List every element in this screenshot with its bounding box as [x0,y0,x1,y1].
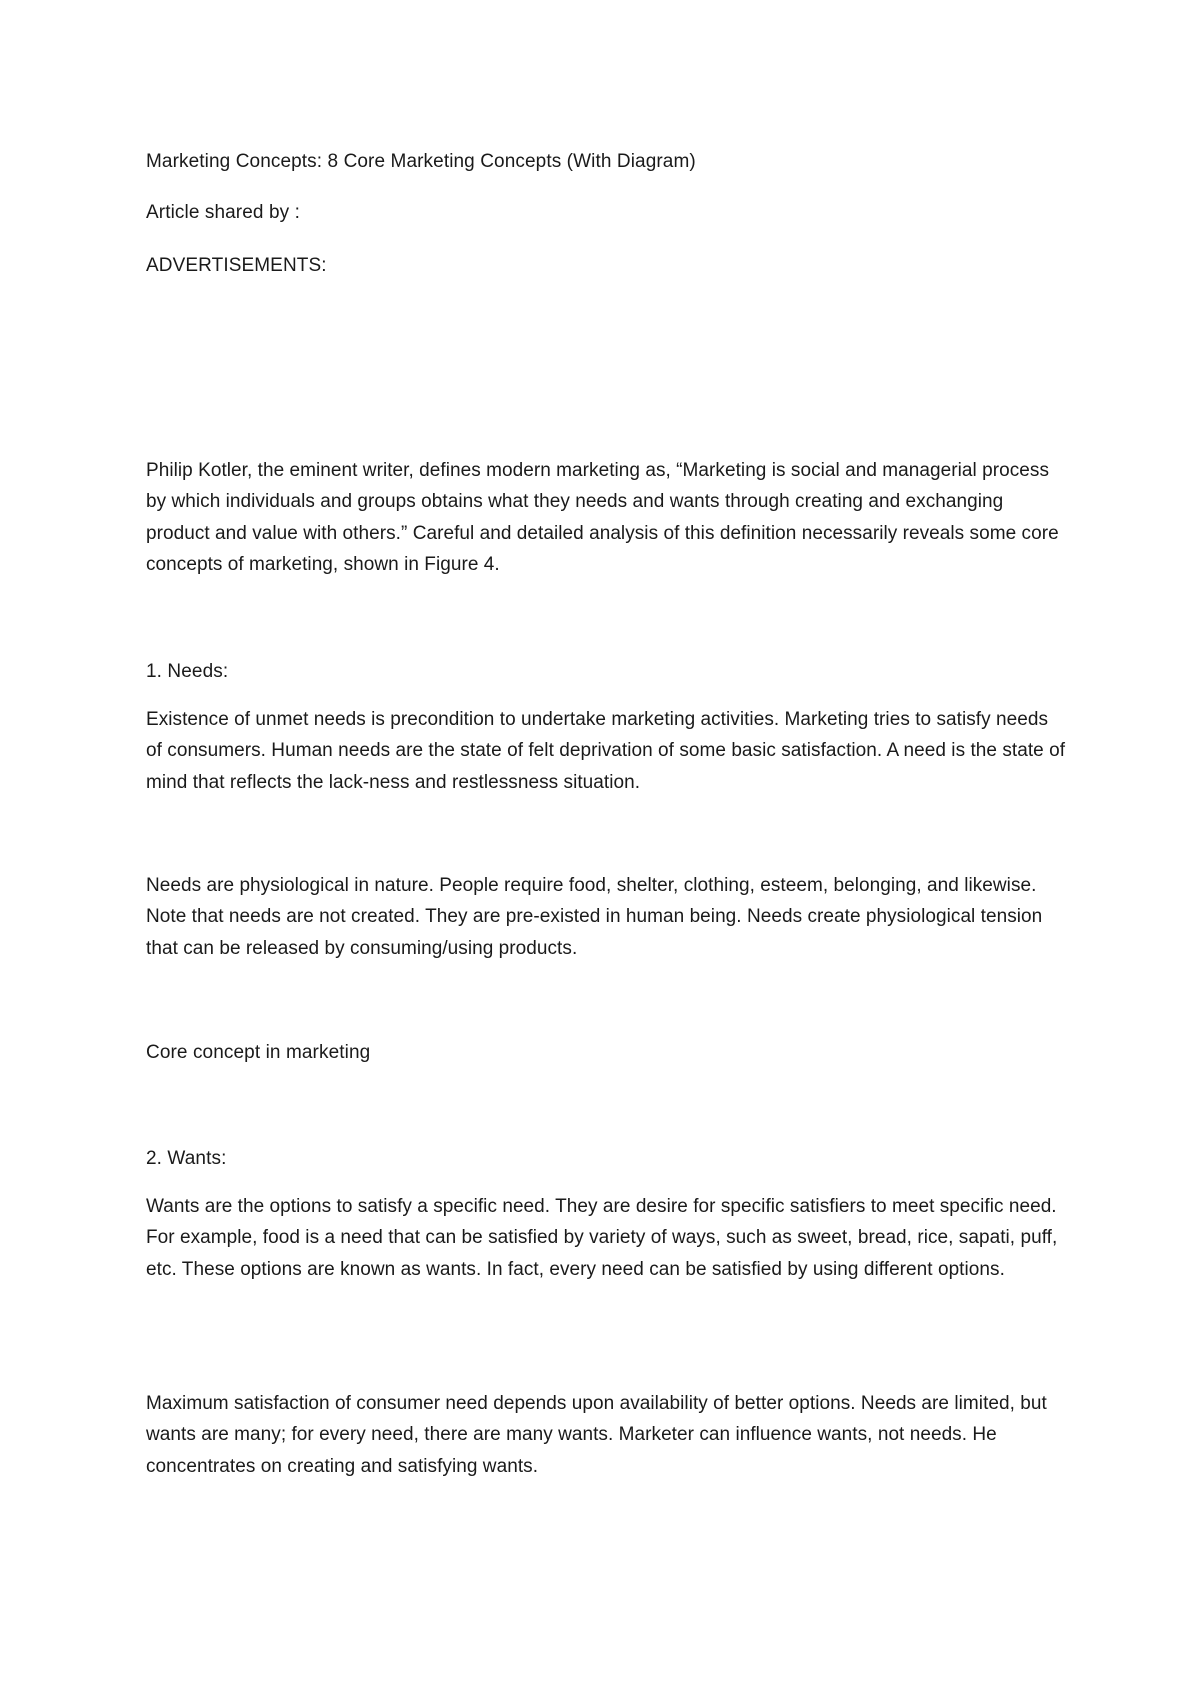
figure-caption: Core concept in marketing [146,1042,371,1063]
advertisements-label: ADVERTISEMENTS: [146,255,327,276]
wants-heading: 2. Wants: [146,1148,227,1169]
wants-paragraph-1: Wants are the options to satisfy a specific need. They are desire for specific satisfiers to meet specific need. For example, food is a need that can be satisfied by variety of ways, such as sweet, bread, rice, sapati, puff, etc. These options are known as wants. In fact, every need can be satisfied by using different options. [146,1196,1058,1280]
wants-paragraph-2: Maximum satisfaction of consumer need depends upon availability of better options. Needs are limited, but wants are many; for every need, there are many wants. Marketer can influence wants, not needs. He concentrates on creating and satisfying wants. [146,1393,1047,1477]
needs-paragraph-1: Existence of unmet needs is precondition to undertake marketing activities. Marketing tries to satisfy needs of consumers. Human needs are the state of felt deprivation of some basic satisfaction. A need is the state of mind that reflects the lack-ness and restlessness situation. [146,709,1066,793]
intro-paragraph: Philip Kotler, the eminent writer, defines modern marketing as, “Marketing is social and managerial process by which individuals and groups obtains what they needs and wants through creating and exchanging product and value with others.” Careful and detailed analysis of this definition necessarily reveals some core concepts of marketing, shown in Figure 4. [146,460,1059,575]
shared-by-label: Article shared by : [146,202,300,223]
needs-paragraph-2: Needs are physiological in nature. People require food, shelter, clothing, esteem, belonging, and likewise. Note that needs are not created. They are pre-existed in human being. Needs create physiological tension that can be released by consuming/using products. [146,875,1043,959]
needs-heading: 1. Needs: [146,661,229,682]
document-title: Marketing Concepts: 8 Core Marketing Concepts (With Diagram) [146,151,696,172]
